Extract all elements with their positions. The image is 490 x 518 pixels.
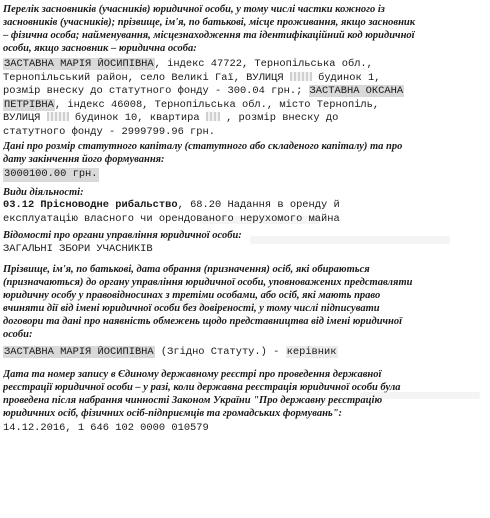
representatives-label [3, 263, 487, 341]
registry-label-line: реєстрації юридичної особи – у разі, коли державна реєстрація юридичної особи була [3, 382, 401, 393]
founders-label-line: особи, якщо засновник – юридична особа: [3, 43, 197, 54]
capital-label-line: дату закінчення його формування: [3, 154, 165, 165]
capital-label [3, 140, 487, 166]
activities-label: Види діяльності: [3, 187, 84, 198]
redacted-apartment [206, 112, 220, 121]
redacted-street [290, 72, 312, 81]
founders-label-line: засновників (учасників); прізвище, ім'я, по батькові, місце проживання, якщо засновник [3, 17, 416, 28]
founder-2-name-part1: ЗАСТАВНА ОКСАНА [309, 85, 404, 97]
registry-record: 14.12.2016, 1 646 102 0000 010579 [3, 422, 209, 434]
activities-value-line: 03.12 Прісноводне рибальство, 68.20 Надання в оренду й [3, 199, 340, 211]
founders-value-line: ПЕТРІВНА, індекс 46008, Тернопільська обл., місто Тернопіль, [4, 98, 380, 111]
founders-value-line: ВУЛИЦЯ будинок 10, квартира , розмір внеску до [3, 112, 339, 124]
primary-activity: 03.12 Прісноводне рибальство [3, 199, 178, 211]
representatives-value: ЗАСТАВНА МАРІЯ ЙОСИПІВНА (Згідно Статуту.) - керівник [4, 346, 337, 358]
registry-label-line: проведена після набрання чинності Законом України "Про державну реєстрацію [3, 395, 383, 406]
representatives-label-line: (призначаються) до органу управління юридичної особи, уповноважених представляти [3, 277, 413, 288]
activities-value [3, 199, 487, 226]
representatives-label-line: вчиняти дії від імені юридичної особи без довіреності, у тому числі підписувати [3, 303, 380, 314]
capital-amount: 3000100.00 грн. [4, 168, 98, 180]
representatives-label-line: договори та дані про наявність обмежень щодо представництва від імені юридичної [3, 316, 403, 327]
registry-label-line: юридичних осіб, фізичних осіб-підприємців та громадських формувань": [3, 408, 343, 419]
founders-value [3, 58, 487, 139]
capital-value [3, 168, 487, 182]
founders-value-line: статутного фонду - 2999799.96 грн. [3, 125, 216, 138]
founders-label-line: – фізична особа; найменування, місцезнаходження та ідентифікаційний код юридичної [3, 30, 415, 41]
management-value: ЗАГАЛЬНІ ЗБОРИ УЧАСНИКІВ [3, 243, 153, 255]
founders-label-line: Перелік засновників (учасників) юридичної особи, у тому числі частки кожного із [3, 4, 385, 15]
representatives-label-line: особи: [3, 329, 33, 340]
founders-value-line: Тернопільський район, село Великі Гаї, ВУЛИЦЯ будинок 1, [3, 71, 381, 84]
founders-value-line: ЗАСТАВНА МАРІЯ ЙОСИПІВНА, індекс 47722, Тернопільська обл., [4, 58, 373, 70]
representatives-label-line: Прізвище, ім'я, по батькові, дата обрання (призначення) осіб, які обираються [3, 264, 370, 275]
head-role: керівник [286, 346, 337, 358]
representatives-label-line: юридичну особу у правовідносинах з третіми особами, або осіб, які мають право [3, 290, 381, 301]
activities-value-line: експлуатацію власного чи орендованого нерухомого майна [3, 212, 340, 225]
registry-label-line: Дата та номер запису в Єдиному державному реєстрі про проведення державної [3, 369, 382, 380]
head-name: ЗАСТАВНА МАРІЯ ЙОСИПІВНА [4, 346, 154, 358]
founders-label [3, 3, 487, 55]
management-label: Відомості про органи управління юридичної особи: [3, 230, 242, 241]
founder-1-name: ЗАСТАВНА МАРІЯ ЙОСИПІВНА [4, 58, 154, 70]
registry-value [3, 422, 487, 436]
founder-2-name-part2: ПЕТРІВНА [4, 98, 54, 111]
founders-value-line: розмір внеску до статутного фонду - 300.04 грн.; ЗАСТАВНА ОКСАНА [3, 85, 404, 97]
redacted-street [47, 112, 69, 121]
registry-label [3, 368, 487, 420]
capital-label-line: Дані про розмір статутного капіталу (статутного або складеного капіталу) та про [3, 141, 403, 152]
